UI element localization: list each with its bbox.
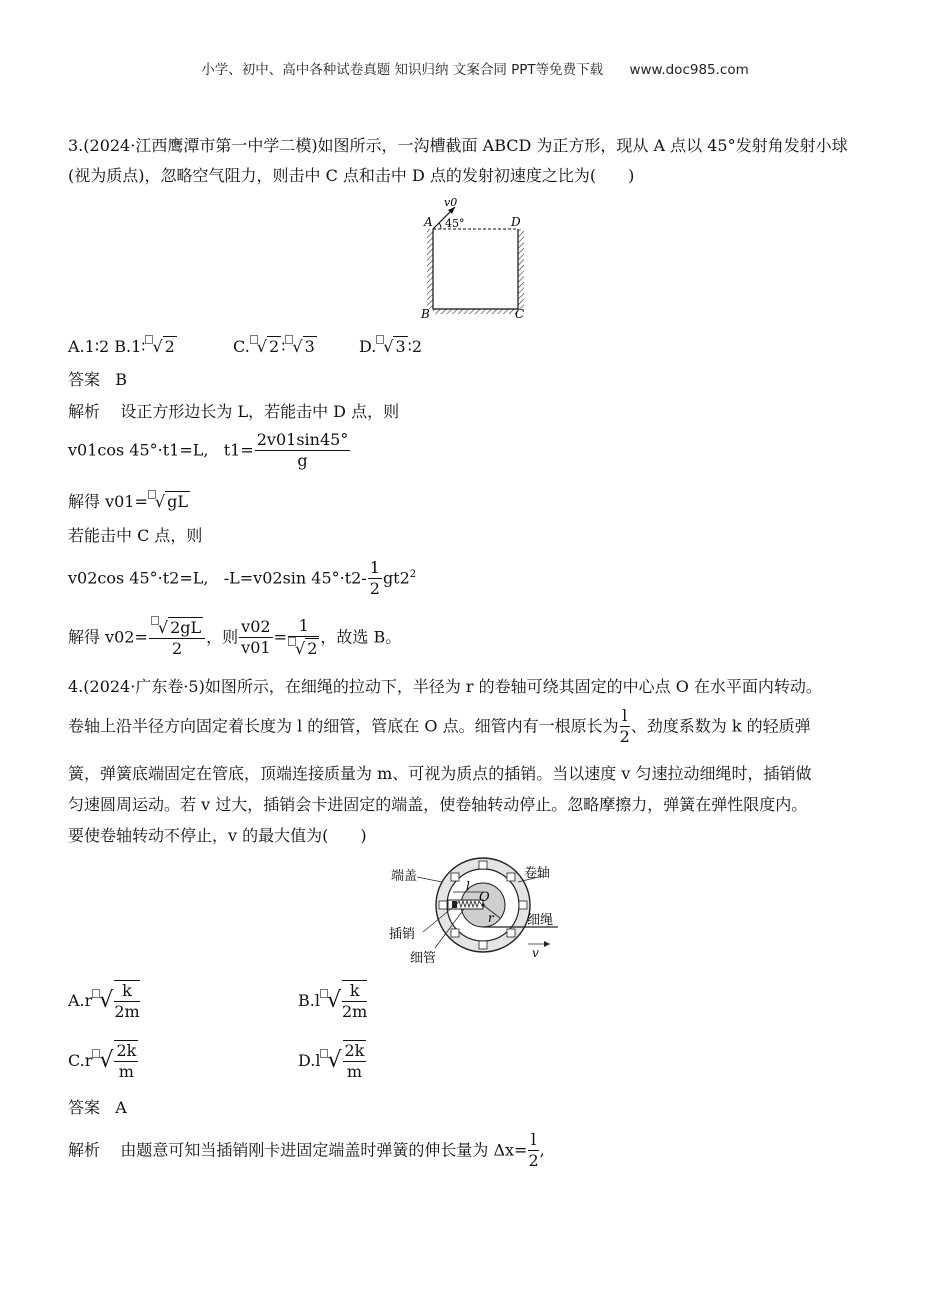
end-cap-leader [417, 877, 442, 882]
q3-analysis-line1: 解析 设正方形边长为 L，若能击中 D 点，则 [68, 402, 400, 421]
velocity-arrow-head-icon [544, 941, 550, 947]
point-d-label: D [511, 215, 521, 229]
header-text: 小学、初中、高中各种试卷真题 知识归纳 文案合同 PPT等免费下载 [201, 62, 604, 78]
v0-label: v0 [444, 196, 458, 209]
q3-analysis-line3: 若能击中 C 点，则 [68, 526, 203, 545]
bottom-wall-hatch [433, 309, 518, 314]
reel-label: 卷轴 [524, 866, 551, 881]
v-label: v [532, 946, 539, 960]
q4-stem-line3: 簧，弹簧底端固定在管底，顶端连接质量为 m、可视为质点的插销。当以速度 v 匀速拉动细绳时，插销做 [68, 764, 812, 783]
q3-eq2: v02cos 45°·t2=L, -L=v02sin 45°·t2- $\frac{1}{2}$ $gt2^2$ [68, 558, 417, 598]
q4-option-c[interactable]: C.r √ $\frac{2k}{m}$ [68, 1041, 137, 1081]
q3-eq1: v01cos 45°·t1=L, t1= $\frac{2v01\sin 45^\circ}{g}$ [68, 430, 349, 470]
left-wall-hatch [427, 229, 433, 309]
groove-outline [433, 229, 518, 309]
page-header [0, 58, 950, 78]
q3-square-groove-figure [410, 192, 540, 322]
q4-answer: 答案 A [68, 1098, 127, 1117]
q4-stem-line1: 4.(2024·广东卷·5)如图所示，在细绳的拉动下，半径为 r 的卷轴可绕其固定的中心点 O 在水平面内转动。 [68, 677, 822, 696]
q4-reel-figure [380, 852, 580, 972]
point-c-label: C [515, 307, 525, 321]
q3-options [68, 335, 422, 359]
pin-label: 插销 [389, 927, 416, 942]
angle-label: 45° [445, 217, 465, 230]
q3-option-b[interactable]: B.1∶ √ 2 [114, 337, 175, 356]
q4-stem-line4: 匀速圆周运动。若 v 过大，插销会卡进固定的端盖，使卷轴转动停止。忽略摩擦力，弹簧在弹性限度内。 [68, 795, 808, 814]
pin-block [452, 901, 457, 908]
q3-option-d[interactable]: D. √ 3 ∶2 [358, 337, 423, 356]
right-wall-hatch [518, 229, 524, 309]
q3-option-a[interactable]: A.1∶2 [68, 337, 110, 356]
q3-stem-line2: (视为质点)，忽略空气阻力，则击中 C 点和击中 D 点的发射初速度之比为( ) [68, 166, 635, 185]
q4-stem-line2: 卷轴上沿半径方向固定着长度为 l 的细管，管底在 O 点。细管内有一根原长为 $\frac{l}{2}$ 、劲度系数为 k 的轻质弹 [68, 706, 811, 746]
q4-answer-value: A [115, 1098, 127, 1117]
q3-answer-value: B [115, 370, 128, 389]
q3-solve-v02: 解得 v02= $\frac{√ 2gL}{2}$ ，则 $\frac{v02}{v01}$ = $\frac{1}{√ 2}$ ，故选 B。 [68, 616, 402, 658]
q4-option-d[interactable]: D.l √ $\frac{2k}{m}$ [298, 1041, 365, 1081]
rope-label: 细绳 [527, 913, 554, 928]
q3-solve-v01: 解得 v01= √ gL [68, 492, 188, 511]
point-a-label: A [424, 215, 433, 229]
l-label: l [466, 879, 470, 893]
point-b-label: B [421, 307, 430, 321]
q4-analysis-line1: 解析 由题意可知当插销刚卡进固定端盖时弹簧的伸长量为 Δx= $\frac{l}{2}$ , [68, 1130, 545, 1170]
end-cap-label: 端盖 [391, 869, 418, 884]
q4-option-b[interactable]: B.l √ $\frac{k}{2m}$ [298, 981, 368, 1021]
o-label: O [479, 890, 490, 905]
angle-arc [439, 223, 441, 229]
q3-stem-line1: 3.(2024·江西鹰潭市第一中学二模)如图所示，一沟槽截面 ABCD 为正方形，现从 A 点以 45°发射角发射小球 [68, 136, 848, 155]
q4-stem-line5: 要使卷轴转动不停止，v 的最大值为( ) [68, 826, 367, 845]
q3-answer: 答案 B [68, 370, 128, 389]
q4-option-a[interactable]: A.r √ $\frac{k}{2m}$ [68, 981, 140, 1021]
r-label: r [488, 911, 494, 925]
header-url[interactable]: www.doc985.com [629, 62, 749, 78]
q3-option-c[interactable]: C. √ 2 ∶ √ 3 [233, 337, 315, 356]
tube-label: 细管 [410, 951, 437, 966]
